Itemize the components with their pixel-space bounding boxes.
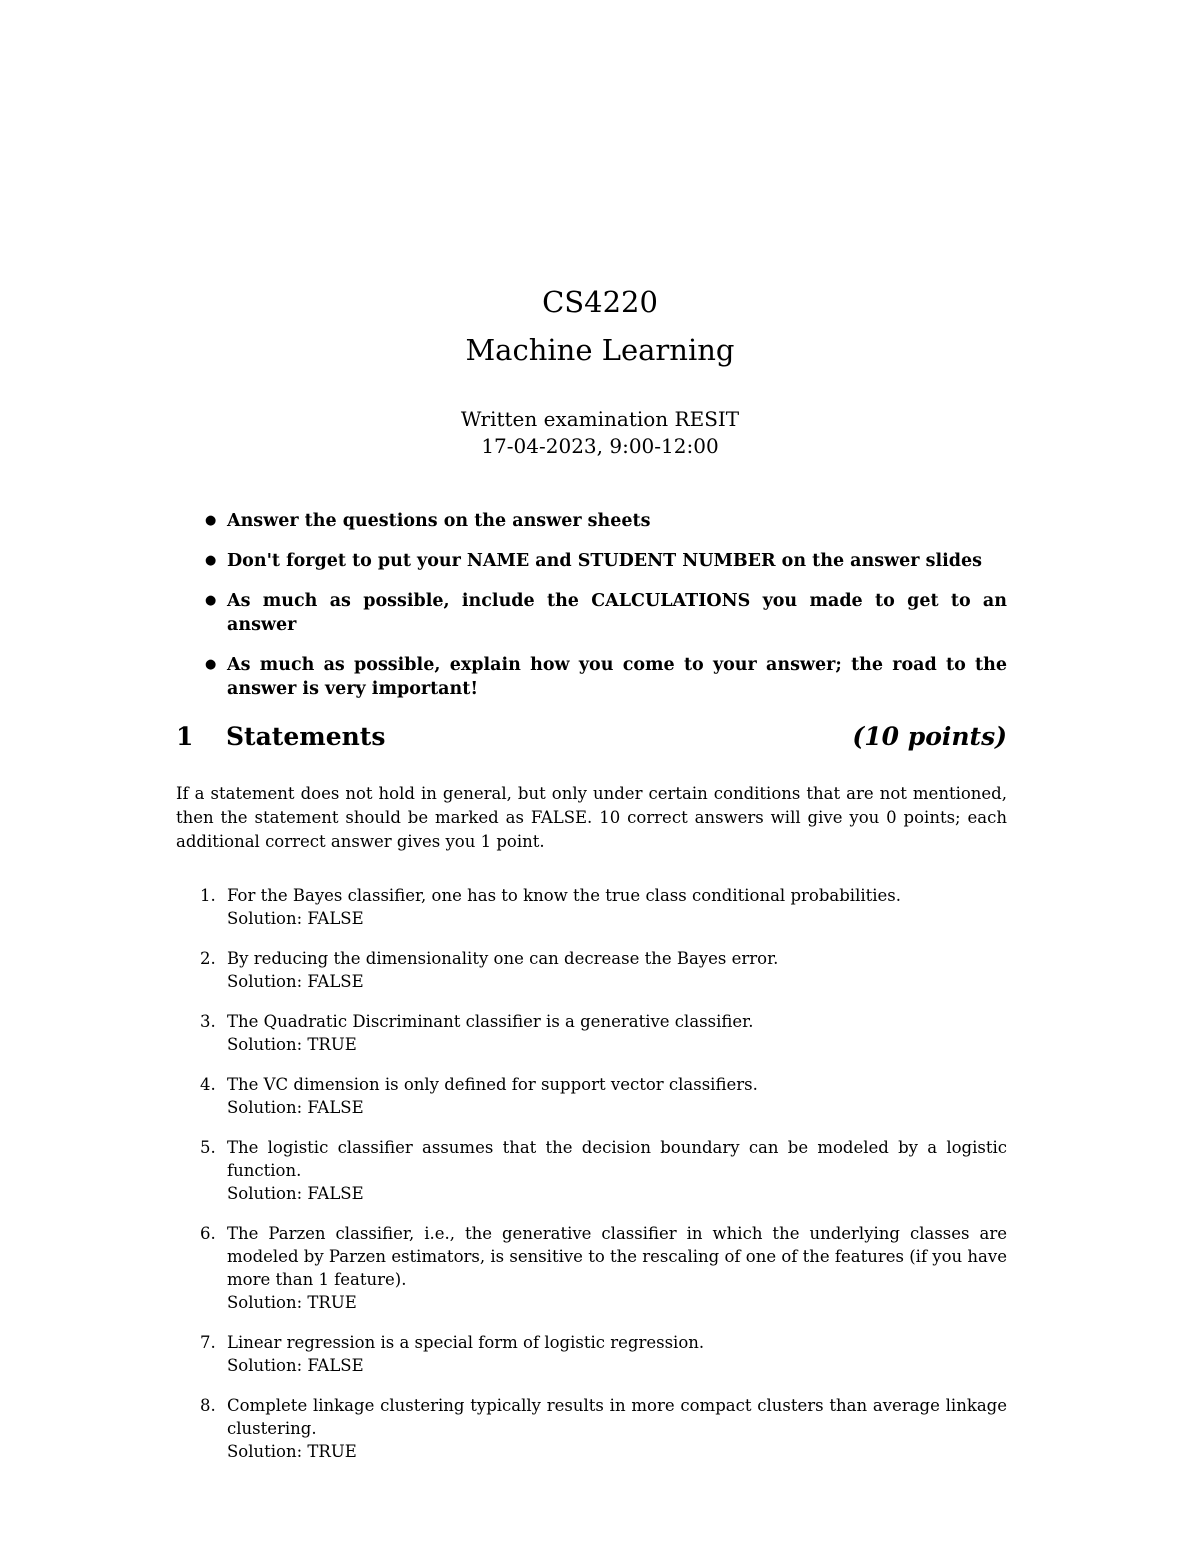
- instruction-item: [205, 653, 1007, 701]
- statement-solution: Solution: TRUE: [227, 1442, 357, 1461]
- statement-solution: Solution: FALSE: [227, 909, 364, 928]
- section-points: (10 points): [852, 722, 1007, 751]
- statement-item: [176, 884, 1007, 930]
- statement-number: 1.: [200, 886, 216, 905]
- instruction-text: Answer the questions on the answer sheets: [227, 511, 651, 531]
- instruction-item: [205, 549, 1007, 573]
- statement-solution: Solution: FALSE: [227, 1098, 364, 1117]
- section-heading: [176, 718, 1007, 758]
- instruction-text: Don't forget to put your NAME and STUDENT NUMBER on the answer slides: [227, 551, 982, 571]
- statement-solution: Solution: TRUE: [227, 1293, 357, 1312]
- section-title: Statements: [226, 722, 386, 751]
- bullet-icon: ●: [205, 513, 217, 528]
- statement-text: The Quadratic Discriminant classifier is a generative classifier.: [227, 1012, 754, 1031]
- bullet-icon: ●: [205, 657, 217, 672]
- exam-datetime: 17-04-2023, 9:00-12:00: [481, 434, 719, 458]
- statement-number: 8.: [200, 1396, 216, 1415]
- statement-text: The VC dimension is only defined for support vector classifiers.: [227, 1075, 758, 1094]
- course-code: CS4220: [542, 285, 658, 319]
- statement-item: [176, 1222, 1007, 1314]
- statement-number: 6.: [200, 1224, 216, 1243]
- statement-text: By reducing the dimensionality one can decrease the Bayes error.: [227, 949, 779, 968]
- statement-number: 4.: [200, 1075, 216, 1094]
- statements-list: [176, 884, 1007, 1480]
- statement-number: 5.: [200, 1138, 216, 1157]
- instruction-text: As much as possible, include the CALCULATIONS you made to get to an answer: [227, 591, 1007, 635]
- exam-type: Written examination RESIT: [460, 407, 740, 431]
- instruction-item: [205, 589, 1007, 637]
- statement-solution: Solution: FALSE: [227, 1356, 364, 1375]
- statement-item: [176, 1394, 1007, 1463]
- bullet-icon: ●: [205, 553, 217, 568]
- instructions-list: [205, 509, 1007, 717]
- statement-text: Complete linkage clustering typically results in more compact clusters than average linkage clustering.: [227, 1396, 1007, 1438]
- statement-solution: Solution: FALSE: [227, 972, 364, 991]
- statement-item: [176, 1010, 1007, 1056]
- statement-number: 7.: [200, 1333, 216, 1352]
- instruction-item: [205, 509, 1007, 533]
- statement-item: [176, 947, 1007, 993]
- section-intro: If a statement does not hold in general, but only under certain conditions that are not mentioned, then the statement should be marked as FALSE. 10 correct answers will give you 0 points; each additional correct answer gives you 1 point.: [176, 784, 1007, 851]
- statement-solution: Solution: TRUE: [227, 1035, 357, 1054]
- statement-number: 3.: [200, 1012, 216, 1031]
- statement-text: Linear regression is a special form of logistic regression.: [227, 1333, 705, 1352]
- statement-item: [176, 1331, 1007, 1377]
- statement-number: 2.: [200, 949, 216, 968]
- statement-text: For the Bayes classifier, one has to know the true class conditional probabilities.: [227, 886, 902, 905]
- instruction-text: As much as possible, explain how you come to your answer; the road to the answer is very important!: [227, 655, 1007, 699]
- course-name: Machine Learning: [465, 333, 735, 367]
- bullet-icon: ●: [205, 593, 217, 608]
- statement-text: The Parzen classifier, i.e., the generative classifier in which the underlying classes are modeled by Parzen estimators, is sensitive to the rescaling of one of the features (if you have more than 1 feature).: [227, 1224, 1007, 1289]
- statement-item: [176, 1073, 1007, 1119]
- section-number: 1: [176, 722, 194, 751]
- statement-solution: Solution: FALSE: [227, 1184, 364, 1203]
- statement-item: [176, 1136, 1007, 1205]
- statement-text: The logistic classifier assumes that the decision boundary can be modeled by a logistic function.: [227, 1138, 1007, 1180]
